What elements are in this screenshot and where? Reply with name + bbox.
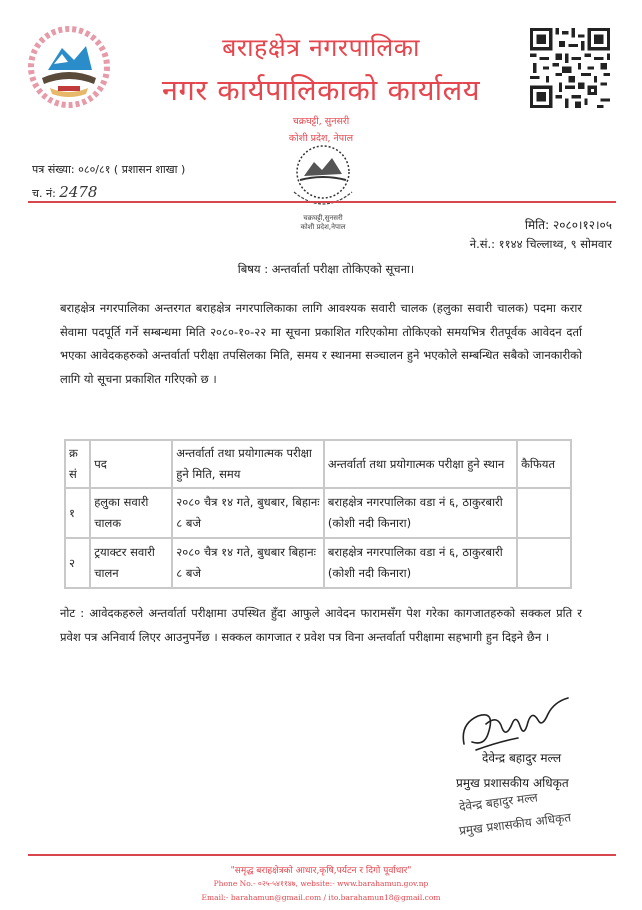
header-serial: क्र सं bbox=[65, 440, 90, 488]
nepal-sambat-date: ने.सं.: ११४४ चिल्लाथ्व, ९ सोमवार bbox=[469, 237, 612, 251]
footer-email: Email:- barahamun@gmail.com / ito.barahamun18@gmail.com bbox=[201, 893, 441, 902]
signatory-name: देवेन्द्र बहादुर मल्ल bbox=[482, 751, 562, 765]
dispatch-label: च. नं: bbox=[32, 187, 56, 200]
date-label: मिति: bbox=[524, 218, 550, 232]
schedule-table bbox=[64, 439, 572, 589]
footer-divider bbox=[28, 854, 616, 856]
office-stamp-icon bbox=[282, 134, 364, 232]
table-row bbox=[65, 538, 571, 588]
reference-label: पत्र संख्या: bbox=[32, 163, 75, 176]
table-row bbox=[65, 488, 571, 538]
table-header-row bbox=[65, 440, 571, 488]
body-paragraph: बराहक्षेत्र नगरपालिका अन्तरगत बराहक्षेत्र नगरपालिकाका लागि आवश्यक सवारी चालक (हलुका सवारी चालक) पदमा करार सेवामा पदपूर्ति गर्ने सम्बन्धमा मिति २०८०-१०-२२ मा सूचना प्रकाशित गरिएकोमा तोकिएको समयभित्र रीतपूर्वक आवेदन दर्ता भएका आवेदकहरुको अन्तर्वार्ता परीक्षा तपसिलका मिति, समय र स्थानमा सञ्चालन हुने भएकोले सम्बन्धित सबैको जानकारीको लागि यो सूचना प्रकाशित गरिएको छ । bbox=[60, 301, 582, 386]
seal-title: प्रमुख प्रशासकीय अधिकृत bbox=[458, 810, 572, 838]
header-datetime: अन्तर्वार्ता तथा प्रयोगात्मक परीक्षा हुने मिति, समय bbox=[172, 440, 324, 488]
cell-remarks bbox=[517, 538, 571, 588]
office-name: नगर कार्यपालिकाको कार्यालय bbox=[161, 73, 481, 107]
note-paragraph: नोट : आवेदकहरुले अन्तर्वार्ता परीक्षामा उपस्थित हुँदा आफुले आवेदन फारामसँग पेश गरेका कागजातहरुको सक्कल प्रति र प्रवेश पत्र अनिवार्य लिएर आउनुपर्नेछ । सक्कल कागजात र प्रवेश पत्र विना अन्तर्वार्ता परीक्षामा सहभागी हुन दिइने छैन । bbox=[60, 606, 582, 644]
address-line-2: कोशी प्रदेश, नेपाल bbox=[288, 133, 354, 144]
cell-remarks bbox=[517, 488, 571, 538]
signatory-title: प्रमुख प्रशासकीय अधिकृत bbox=[456, 776, 569, 790]
cell-post: हलुका सवारी चालक bbox=[90, 488, 172, 538]
cell-venue: बराहक्षेत्र नगरपालिका वडा नं ६, ठाकुरबारी (कोशी नदी किनारा) bbox=[324, 538, 517, 588]
svg-text:चक्रघट्टी,सुनसरी: चक्रघट्टी,सुनसरी bbox=[303, 214, 343, 222]
cell-datetime: २०८० चैत्र १४ गते, बुधबार, बिहानः ८ बजे bbox=[172, 488, 324, 538]
dispatch-number bbox=[32, 183, 97, 201]
cell-serial: २ bbox=[65, 538, 90, 588]
cell-serial: १ bbox=[65, 488, 90, 538]
header-remarks: कैफियत bbox=[517, 440, 571, 488]
date-value: २०८०।१२।०५ bbox=[552, 218, 612, 232]
dispatch-value: 2478 bbox=[59, 183, 98, 201]
reference-number bbox=[32, 162, 185, 177]
cell-venue: बराहक्षेत्र नगरपालिका वडा नं ६, ठाकुरबारी (कोशी नदी किनारा) bbox=[324, 488, 517, 538]
footer-contact: Phone No.- ०२५-५४११४७, website:- www.barahamun.gov.np bbox=[213, 879, 429, 888]
municipality-name: बराहक्षेत्र नगरपालिका bbox=[222, 33, 420, 62]
svg-text:कोशी प्रदेश,नेपाल: कोशी प्रदेश,नेपाल bbox=[300, 223, 346, 231]
cell-datetime: २०८० चैत्र १४ गते, बुधबार बिहानः ८ बजे bbox=[172, 538, 324, 588]
reference-value: ०८०/८१ ( प्रशासन शाखा ) bbox=[78, 163, 186, 176]
cell-post: ट्रयाक्टर सवारी चालन bbox=[90, 538, 172, 588]
letter-date bbox=[525, 216, 612, 233]
signature-icon bbox=[458, 694, 578, 756]
header-post: पद bbox=[90, 440, 172, 488]
header-venue: अन्तर्वार्ता तथा प्रयोगात्मक परीक्षा हुने स्थान bbox=[324, 440, 517, 488]
footer-slogan: "समृद्ध बराहक्षेत्रको आधार,कृषि,पर्यटन र दिगो पूर्वाधार" bbox=[230, 866, 412, 876]
subject-line: बिषय : अन्तर्वार्ता परीक्षा तोकिएको सूचना। bbox=[237, 262, 415, 276]
seal-name: देवेन्द्र बहादुर मल्ल bbox=[458, 790, 539, 814]
address-line-1: चक्रघट्टी, सुनसरी bbox=[292, 116, 350, 127]
header-divider bbox=[28, 201, 616, 203]
